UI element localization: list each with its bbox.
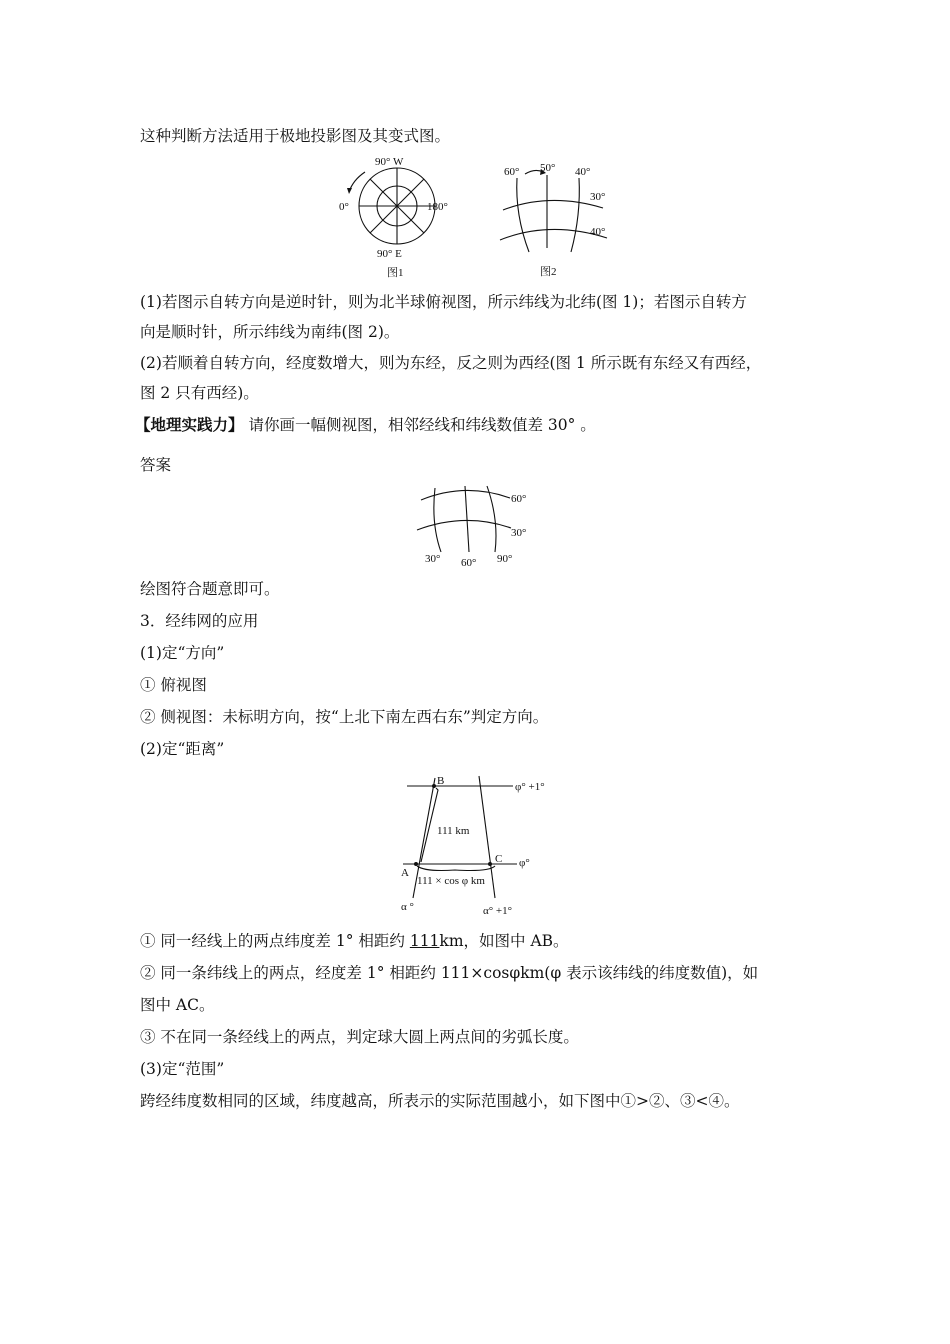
label-0: 0° — [339, 201, 349, 213]
label-40: 40° — [575, 166, 591, 178]
figure-2-caption: 图2 — [540, 266, 557, 278]
label-lat-plus-1: φ° +1° — [515, 781, 545, 793]
label-180: 180° — [427, 201, 448, 213]
label-90w: 90° W — [375, 156, 404, 168]
ac-distance-bracket — [417, 866, 495, 871]
label-90e: 90° E — [377, 248, 402, 260]
label-lon-plus-1: α° +1° — [483, 905, 513, 917]
label-60: 60° — [504, 166, 520, 178]
figure-1-caption: 图1 — [387, 267, 404, 279]
paragraph-1-line-2: 向是顺时针，所示纬线为南纬(图 2)。 — [140, 323, 400, 341]
meridian-40 — [571, 178, 579, 252]
label-lat30: 30° — [511, 527, 527, 539]
paragraph-2-line-1: (2)若顺着自转方向，经度数增大，则为东经，反之则为西经(图 1 所示既有东经又有西经， — [140, 354, 762, 372]
practice-title: 【地理实践力】 — [135, 415, 244, 434]
label-lon60: 60° — [461, 557, 477, 569]
figure-1-polar-view — [335, 152, 460, 280]
label-111-cos: 111 × cos φ km — [417, 875, 485, 887]
meridian-60 — [517, 178, 529, 252]
sub-1-title: (1)定“方向” — [140, 644, 225, 662]
meridian-60 — [465, 486, 469, 552]
figure-3-answer-drawing — [415, 484, 535, 570]
figure-4-distance-diagram — [395, 772, 565, 918]
sub-1-item-2: ② 侧视图：未标明方向，按“上北下南左西右东”判定方向。 — [140, 708, 549, 726]
sub-3-text: 跨经纬度数相同的区域，纬度越高，所表示的实际范围越小，如下图中①>②、③<④。 — [140, 1092, 740, 1110]
label-lon90: 90° — [497, 553, 513, 565]
label-a: A — [401, 867, 409, 879]
label-111km: 111 km — [437, 825, 470, 837]
answer-note: 绘图符合题意即可。 — [140, 580, 280, 598]
sub-2-item-1-underlined: 111 — [409, 932, 440, 950]
arrowhead-icon — [347, 188, 352, 194]
practice-text: 请你画一幅侧视图，相邻经线和纬线数值差 30° 。 — [243, 416, 596, 434]
label-lon: α ° — [401, 901, 414, 913]
ab-distance-bracket — [421, 788, 438, 862]
label-lon30: 30° — [425, 553, 441, 565]
paragraph-1-line-1: (1)若图示自转方向是逆时针，则为北半球俯视图，所示纬线为北纬(图 1)；若图示自转方 — [140, 293, 747, 311]
latitude-line-30 — [417, 520, 511, 530]
meridian-90 — [487, 486, 496, 552]
label-lat: φ° — [519, 857, 530, 869]
sub-2-item-1-start: ① 同一经线上的两点纬度差 1° 相距约 — [140, 932, 410, 950]
sub-2-title: (2)定“距离” — [140, 740, 225, 758]
sub-2-item-2-line-1: ② 同一条纬线上的两点，经度差 1° 相距约 111×cosφkm(φ 表示该纬线的纬度数值)，如 — [140, 964, 759, 982]
sub-2-item-3: ③ 不在同一条经线上的两点，判定球大圆上两点间的劣弧长度。 — [140, 1028, 579, 1046]
meridian-30 — [434, 488, 441, 552]
paragraph-2-line-2: 图 2 只有西经)。 — [140, 384, 259, 402]
figure-2-side-view — [495, 160, 630, 282]
answer-label: 答案 — [140, 456, 172, 474]
label-b: B — [437, 775, 445, 787]
point-b — [432, 784, 436, 788]
label-lat30: 30° — [590, 191, 606, 203]
label-lat40: 40° — [590, 226, 606, 238]
sub-3-title: (3)定“范围” — [140, 1060, 225, 1078]
label-50: 50° — [540, 162, 556, 174]
section-3-title: 3．经纬网的应用 — [140, 612, 259, 630]
sub-1-item-1: ① 俯视图 — [140, 676, 207, 694]
label-c: C — [495, 853, 503, 865]
label-lat60: 60° — [511, 493, 527, 505]
sub-2-item-1-end: km，如图中 AB。 — [439, 932, 569, 950]
point-a — [414, 862, 418, 866]
point-c — [488, 862, 492, 866]
sub-2-item-2-line-2: 图中 AC。 — [140, 996, 215, 1014]
intro-text: 这种判断方法适用于极地投影图及其变式图。 — [140, 127, 451, 145]
sub-2-item-1 — [140, 930, 820, 952]
practice-question — [135, 414, 815, 436]
